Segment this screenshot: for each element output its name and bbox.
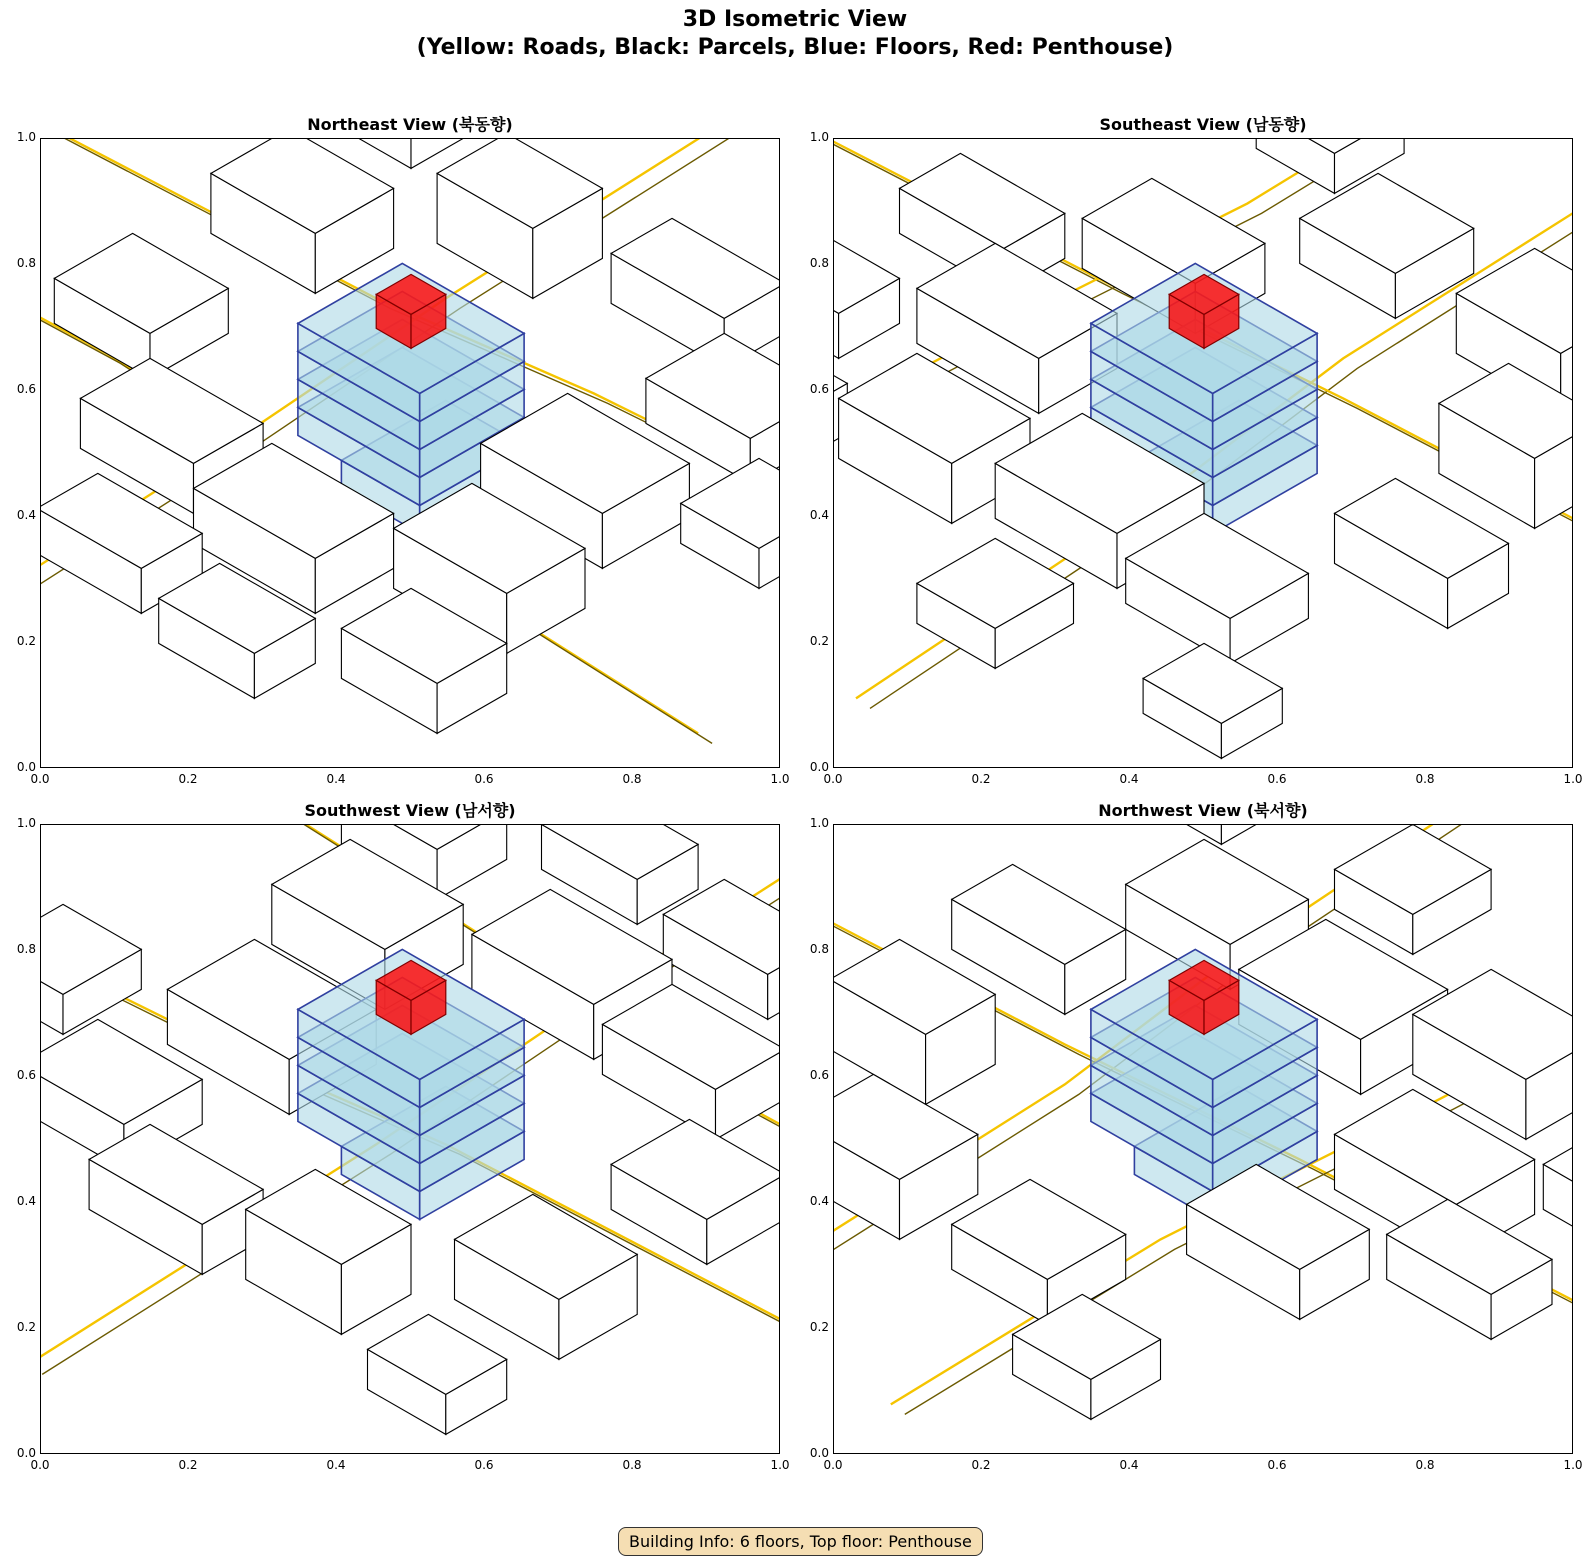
- isometric-canvas: [834, 825, 1573, 1454]
- x-tick-label: 0.4: [326, 772, 346, 786]
- building-info-box: Building Info: 6 floors, Top floor: Penthouse: [618, 1527, 983, 1556]
- y-tick-label: 0.2: [809, 634, 829, 648]
- y-tick-label: 0.2: [809, 1320, 829, 1334]
- x-tick-label: 0.8: [1415, 1458, 1435, 1472]
- x-tick-label: 1.0: [770, 1458, 790, 1472]
- x-tick-label: 0.6: [1267, 772, 1287, 786]
- isometric-canvas: [41, 825, 780, 1454]
- x-tick-label: 0.2: [178, 1458, 198, 1472]
- panel-title-southeast: Southeast View (남동향): [1099, 115, 1307, 134]
- x-tick-label: 0.6: [1267, 1458, 1287, 1472]
- y-tick-label: 1.0: [809, 816, 829, 830]
- parcel-building-side: [1221, 825, 1282, 844]
- y-tick-label: 0.2: [16, 1320, 36, 1334]
- x-tick-label: 0.2: [178, 772, 198, 786]
- x-tick-label: 0.4: [326, 1458, 346, 1472]
- panel-title-northwest: Northwest View (북서향): [1098, 801, 1308, 820]
- y-tick-label: 0.8: [809, 256, 829, 270]
- y-tick-label: 0.0: [809, 1446, 829, 1460]
- y-tick-label: 0.6: [16, 1068, 36, 1082]
- plot-southwest: [40, 824, 780, 1454]
- y-tick-label: 0.0: [809, 760, 829, 774]
- x-tick-label: 0.4: [1119, 1458, 1139, 1472]
- plot-northwest: [833, 824, 1573, 1454]
- y-tick-label: 0.4: [16, 508, 36, 522]
- x-tick-label: 0.0: [30, 1458, 50, 1472]
- x-tick-label: 0.0: [30, 772, 50, 786]
- y-tick-label: 0.0: [16, 1446, 36, 1460]
- y-tick-label: 0.6: [16, 382, 36, 396]
- y-tick-label: 1.0: [16, 816, 36, 830]
- parcel-building-side: [1143, 825, 1221, 844]
- x-tick-label: 0.4: [1119, 772, 1139, 786]
- x-tick-label: 0.6: [474, 772, 494, 786]
- plot-northeast: [40, 138, 780, 768]
- x-tick-label: 0.0: [823, 772, 843, 786]
- x-tick-label: 0.0: [823, 1458, 843, 1472]
- x-tick-label: 1.0: [770, 772, 790, 786]
- y-tick-label: 0.8: [809, 942, 829, 956]
- y-tick-label: 0.2: [16, 634, 36, 648]
- plot-southeast: [833, 138, 1573, 768]
- y-tick-label: 0.8: [16, 256, 36, 270]
- y-tick-label: 0.6: [809, 1068, 829, 1082]
- panel-title-northeast: Northeast View (북동향): [307, 115, 513, 134]
- y-tick-label: 1.0: [16, 130, 36, 144]
- x-tick-label: 0.8: [622, 772, 642, 786]
- x-tick-label: 0.2: [971, 1458, 991, 1472]
- figure-title-line2: (Yellow: Roads, Black: Parcels, Blue: Floors, Red: Penthouse): [416, 35, 1174, 60]
- x-tick-label: 0.2: [971, 772, 991, 786]
- isometric-canvas: [41, 139, 780, 768]
- x-tick-label: 0.6: [474, 1458, 494, 1472]
- y-tick-label: 0.4: [809, 508, 829, 522]
- x-tick-label: 0.8: [622, 1458, 642, 1472]
- y-tick-label: 0.4: [16, 1194, 36, 1208]
- y-tick-label: 1.0: [809, 130, 829, 144]
- x-tick-label: 1.0: [1563, 1458, 1583, 1472]
- isometric-canvas: [834, 139, 1573, 768]
- panel-title-southwest: Southwest View (남서향): [304, 801, 516, 820]
- y-tick-label: 0.8: [16, 942, 36, 956]
- x-tick-label: 1.0: [1563, 772, 1583, 786]
- figure-title-line1: 3D Isometric View: [682, 7, 908, 32]
- x-tick-label: 0.8: [1415, 772, 1435, 786]
- y-tick-label: 0.6: [809, 382, 829, 396]
- y-tick-label: 0.4: [809, 1194, 829, 1208]
- y-tick-label: 0.0: [16, 760, 36, 774]
